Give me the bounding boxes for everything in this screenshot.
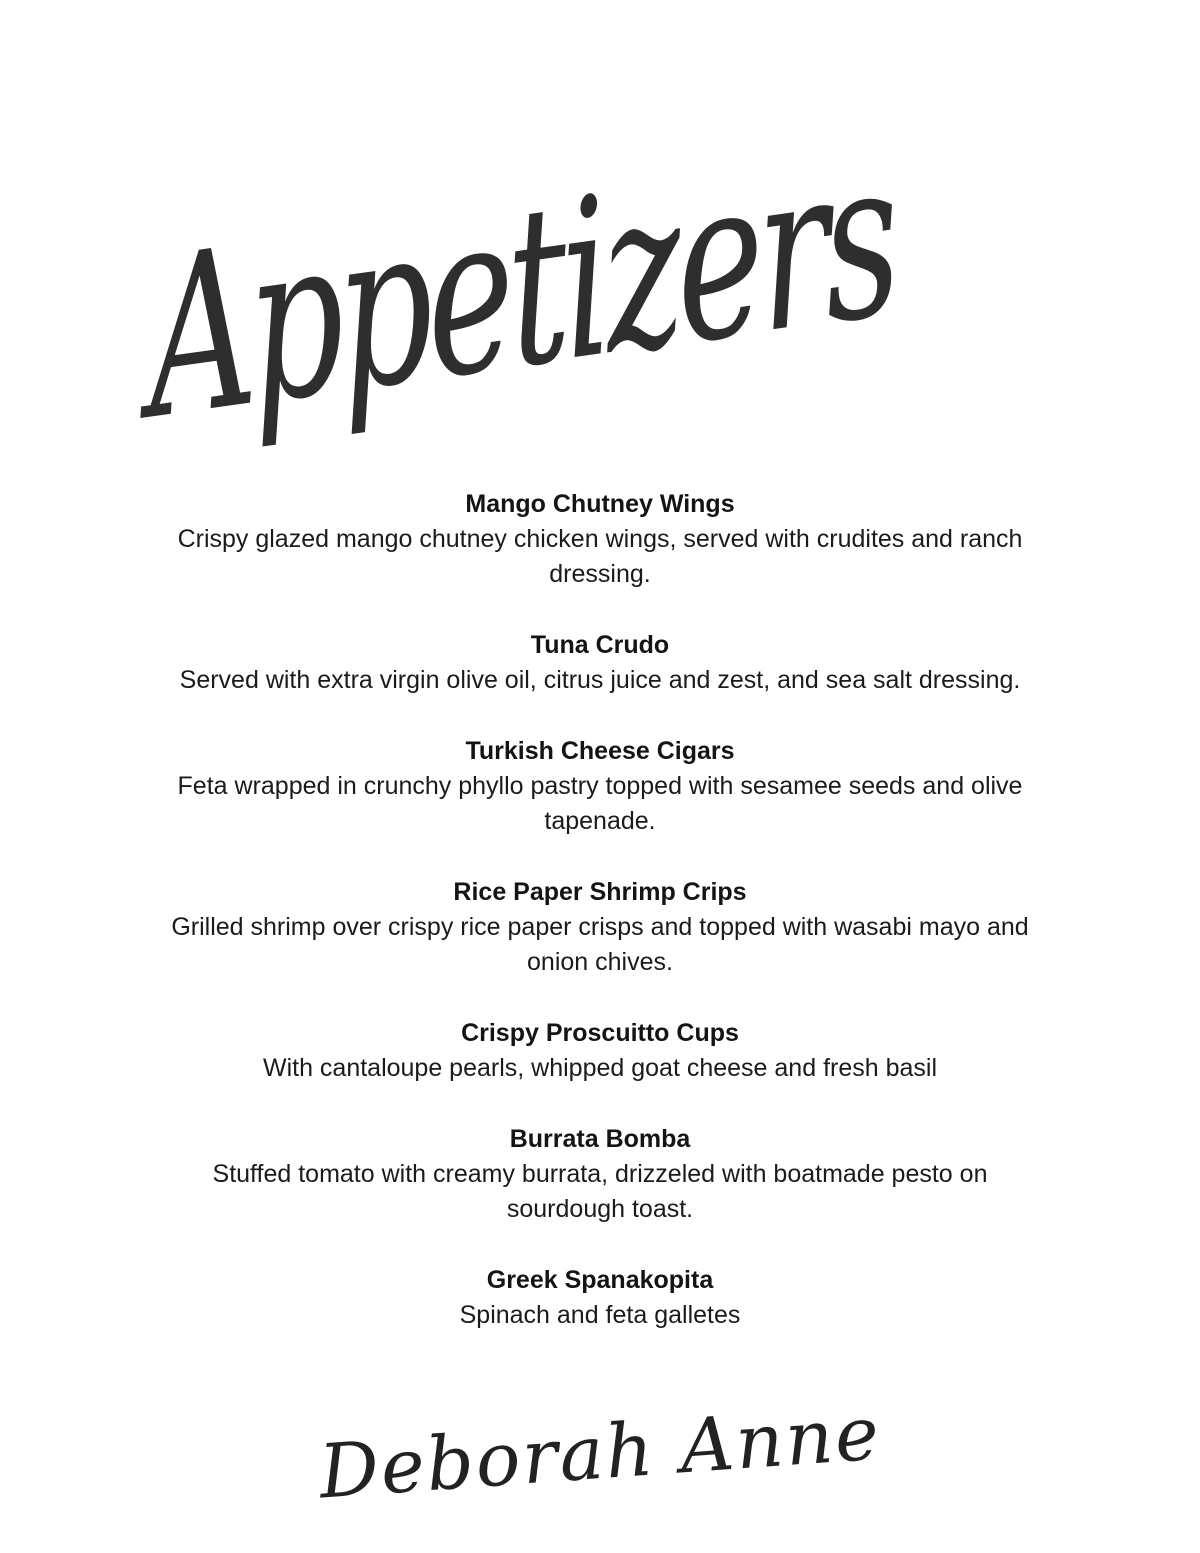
- menu-item-name: Mango Chutney Wings: [465, 490, 735, 518]
- menu-item-name: Crispy Proscuitto Cups: [461, 1019, 739, 1047]
- menu-item: [150, 487, 1050, 592]
- menu-item-description: Grilled shrimp over crispy rice paper crisps and topped with wasabi mayo and onion chives.: [171, 913, 1029, 976]
- menu-item: [150, 628, 1050, 698]
- menu-item-description: Served with extra virgin olive oil, citrus juice and zest, and sea salt dressing.: [179, 666, 1021, 694]
- menu-item-description: With cantaloupe pearls, whipped goat cheese and fresh basil: [262, 1054, 938, 1082]
- menu-item: [150, 1122, 1050, 1227]
- menu-item-description: Spinach and feta galletes: [459, 1301, 741, 1329]
- menu-item-name: Rice Paper Shrimp Crips: [453, 878, 747, 906]
- menu-item: [150, 734, 1050, 839]
- menu-item-name: Burrata Bomba: [509, 1125, 691, 1153]
- page-title: Appetizers: [138, 111, 902, 469]
- menu-item-name: Turkish Cheese Cigars: [465, 737, 735, 765]
- menu-item: [150, 875, 1050, 980]
- menu-list: [150, 487, 1050, 1369]
- signature: Deborah Anne: [316, 1390, 884, 1516]
- menu-item-description: Feta wrapped in crunchy phyllo pastry topped with sesamee seeds and olive tapenade.: [177, 772, 1023, 835]
- menu-item: [150, 1263, 1050, 1333]
- menu-item-description: Stuffed tomato with creamy burrata, drizzeled with boatmade pesto on sourdough toast.: [212, 1160, 988, 1223]
- menu-item-name: Greek Spanakopita: [486, 1266, 714, 1294]
- menu-item-description: Crispy glazed mango chutney chicken wings, served with crudites and ranch dressing.: [177, 525, 1023, 588]
- menu-item: [150, 1016, 1050, 1086]
- menu-item-name: Tuna Crudo: [530, 631, 670, 659]
